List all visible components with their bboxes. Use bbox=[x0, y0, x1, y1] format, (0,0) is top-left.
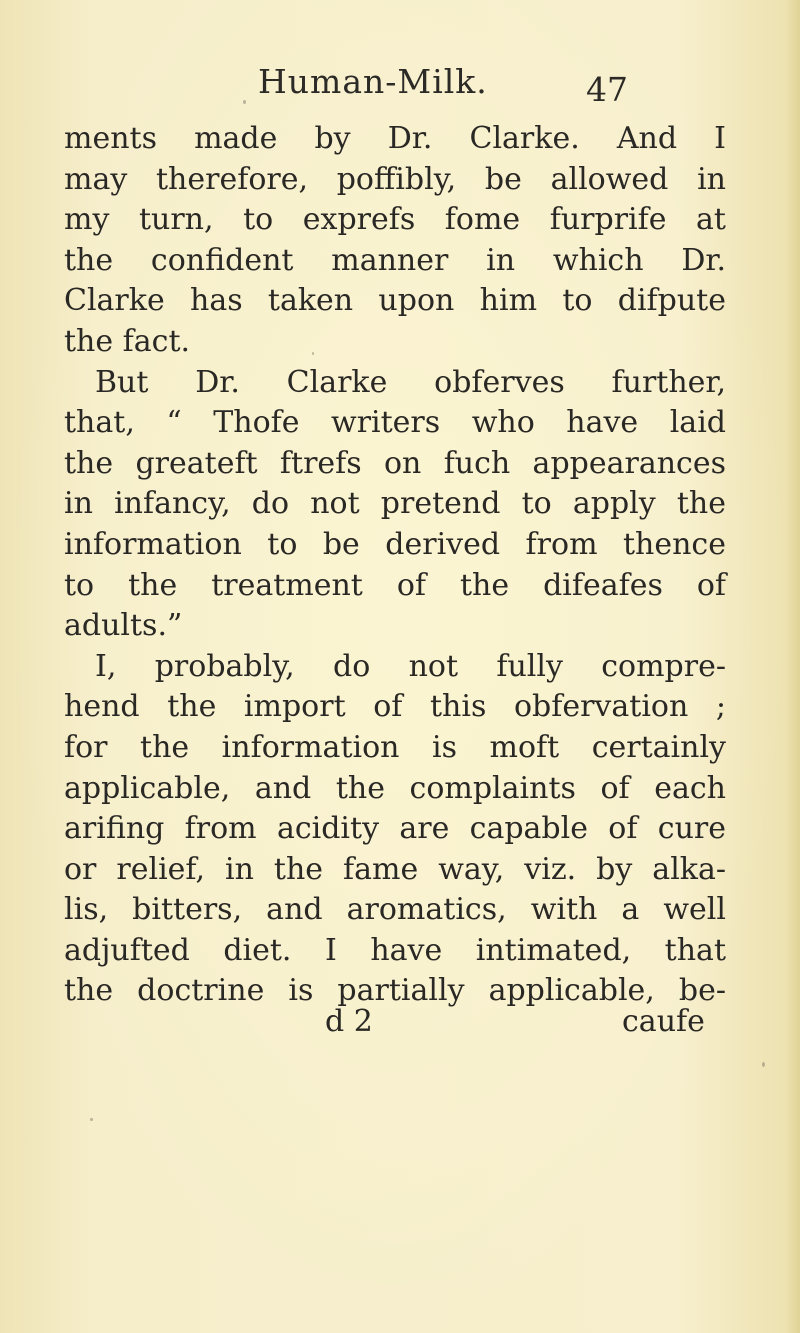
text-line: the confident manner in which Dr. bbox=[64, 242, 726, 278]
text-line: Clarke has taken upon him to difpute bbox=[64, 283, 726, 319]
page-footer bbox=[0, 1004, 800, 1046]
text-line: the doctrine is partially applicable, be- bbox=[64, 973, 726, 1009]
text-line: ments made by Dr. Clarke. And I bbox=[64, 121, 726, 156]
text-line: information to be derived from thence bbox=[64, 526, 726, 562]
text-line: that, “ Thofe writers who have laid bbox=[64, 405, 726, 441]
text-line: the greateft ftrefs on fuch appearances bbox=[64, 445, 726, 481]
text-line: But Dr. Clarke obferves further, bbox=[95, 364, 726, 400]
paper-speck bbox=[312, 352, 314, 355]
text-line: the fact. bbox=[64, 323, 191, 359]
running-head: Human-Milk. bbox=[258, 62, 488, 101]
text-line: my turn, to exprefs fome furprife at bbox=[64, 202, 726, 238]
text-line: to the treatment of the difeafes of bbox=[64, 567, 726, 603]
text-line: hend the import of this obfervation ; bbox=[64, 689, 726, 725]
text-line: arifing from acidity are capable of cure bbox=[64, 811, 726, 847]
text-line: or relief, in the fame way, viz. by alka- bbox=[64, 851, 726, 887]
signature-mark: d 2 bbox=[325, 1004, 373, 1039]
paper-speck bbox=[762, 1062, 765, 1067]
paper-speck bbox=[243, 100, 246, 104]
text-line: adults.” bbox=[64, 608, 183, 644]
page-edge-shadow bbox=[786, 0, 800, 1333]
body-text bbox=[64, 119, 726, 1012]
text-line: lis, bitters, and aromatics, with a well bbox=[64, 892, 726, 928]
text-line: applicable, and the complaints of each bbox=[64, 770, 726, 806]
catchword: caufe bbox=[622, 1004, 705, 1039]
text-line: may therefore, poffibly, be allowed in bbox=[64, 161, 726, 197]
text-line: for the information is moft certainly bbox=[64, 729, 726, 765]
paper-speck bbox=[90, 1118, 93, 1121]
page-number: 47 bbox=[586, 70, 628, 109]
text-line: adjufted diet. I have intimated, that bbox=[64, 932, 726, 968]
text-line: I, probably, do not fully compre- bbox=[95, 648, 726, 684]
text-line: in infancy, do not pretend to apply the bbox=[64, 486, 726, 522]
